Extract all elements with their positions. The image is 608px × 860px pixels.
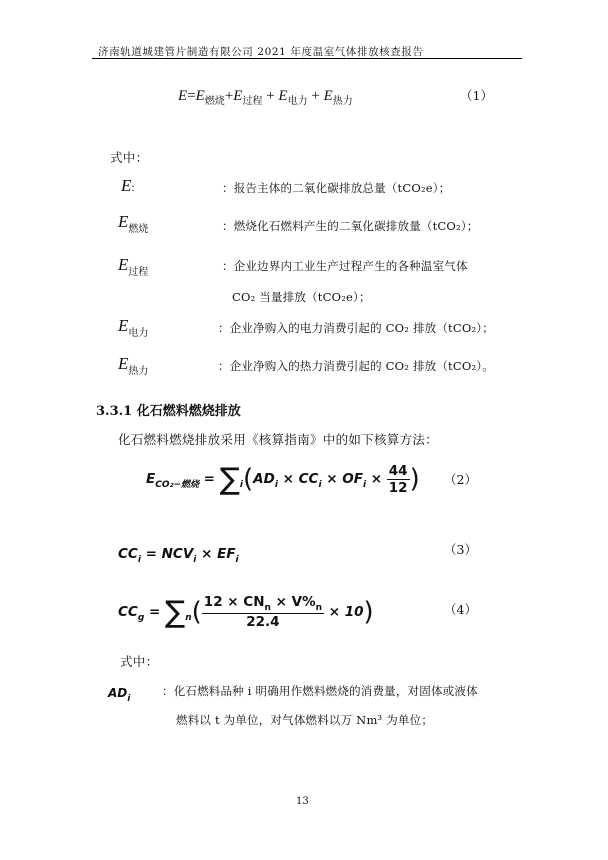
page-number: 13 [296,796,309,807]
equation-1: $E=E_{燃烧}+E_{过程} + E_{电力} + E_{热力}$ [178,88,353,107]
header-rule [92,58,522,59]
def-desc-e-combustion: ：燃烧化石燃料产生的二氧化碳排放量（tCO₂）； [222,219,479,233]
equation-2-number: （2） [444,472,477,487]
equation-3-number: （3） [444,542,477,557]
equation-1-number: （1） [460,88,493,103]
def-symbol-e: E: [121,176,135,195]
equation-4: $CC_g = \sum_n$( $\frac{12 \times CN_n \times V\%_n}{22.4}$ × 10) [118,594,374,630]
def-desc-e-electricity: ：企业净购入的电力消费引起的 CO₂ 排放（tCO₂）； [218,321,494,335]
def-symbol-e-combustion: $E_{燃烧}$ [118,212,149,235]
page-header: 济南轨道城建管片制造有限公司 2021 年度温室气体排放核查报告 [98,46,424,58]
section-title: 3.3.1 化石燃料燃烧排放 [96,404,241,419]
def-symbol-ad: $AD_i$ [108,686,131,704]
def-symbol-e-heat: $E_{热力}$ [118,354,149,377]
def-symbol-e-process: $E_{过程}$ [118,255,149,278]
def-symbol-e-electricity: $E_{电力}$ [118,316,149,339]
equation-4-number: （4） [444,602,477,617]
def-desc-e-process-cont: CO₂ 当量排放（tCO₂e）； [232,290,371,304]
def-desc-e-heat: ：企业净购入的热力消费引起的 CO₂ 排放（tCO₂）。 [218,359,494,373]
equation-2: $E_{CO_2-燃烧} = \sum_i(AD_i \times CC_i \times OF_i$ × $\frac{44}{12}$ ) [146,462,420,497]
def-desc-e-process: ：企业边界内工业生产过程产生的各种温室气体 [222,259,468,273]
equation-3: $CC_i = NCV_i \times EF_i$ [118,546,239,565]
def-desc-ad-cont: 燃料以 t 为单位，对气体燃料以万 Nm³ 为单位； [176,713,434,727]
def-desc-ad: ：化石燃料品种 i 明确用作燃料燃烧的消费量，对固体或液体 [162,684,478,698]
where-label-2: 式中： [120,654,159,669]
section-intro: 化石燃料燃烧排放采用《核算指南》中的如下核算方法： [118,432,439,447]
def-desc-e: ：报告主体的二氧化碳排放总量（tCO₂e）； [222,181,451,195]
where-label: 式中： [110,150,149,165]
